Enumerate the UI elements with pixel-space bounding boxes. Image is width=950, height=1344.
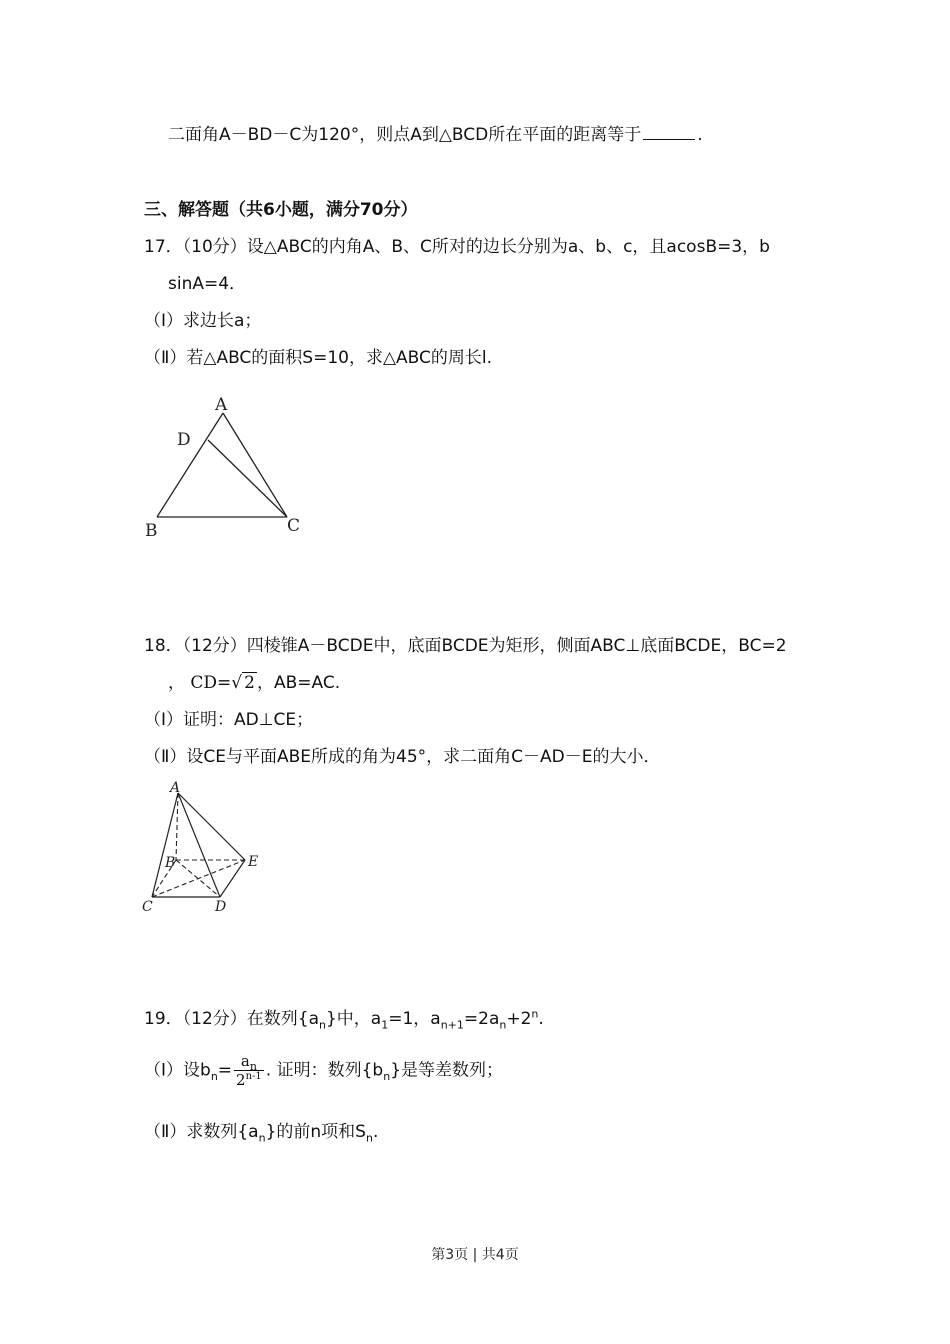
label-a: A [170, 780, 181, 796]
q18-part2: （Ⅱ）设CE与平面ABE所成的角为45°，求二面角C－AD－E的大小． [144, 747, 661, 767]
fraction-denominator: 2$^{n-1}$ [236, 1071, 262, 1089]
label-d: D [177, 430, 191, 450]
q17-part2: （Ⅱ）若△ABC的面积S=10，求△ABC的周长l. [144, 348, 493, 368]
page-footer: 第3页 | 共4页 [431, 1247, 519, 1263]
answer-blank [643, 123, 695, 140]
q17-line1: 17．（10分）设△ABC的内角A、B、C所对的边长分别为a、b、c，且acosB=3，b [144, 237, 770, 257]
q18-pyramid-figure [138, 780, 273, 920]
fraction-an-over-2pow [234, 1052, 264, 1089]
q18-line2 [168, 672, 340, 694]
diag-bd [176, 860, 220, 897]
segment-dc [208, 440, 287, 517]
cd-label: CD= [190, 673, 232, 693]
q19-part2: （Ⅱ）求数列$\{a_n\}$的前n项和$S_n$. [144, 1122, 379, 1145]
sqrt-radicand: 2 [244, 673, 255, 693]
q16-continuation [168, 123, 703, 146]
q16-end: . [697, 125, 703, 145]
edge-de [220, 860, 245, 897]
q19-part1: （Ⅰ）设$b_n=$ $\frac{a_n}{2^{n-1}}$ . 证明：数列$\{b_n\}$是等差数列； [144, 1052, 504, 1089]
label-d: D [215, 899, 227, 915]
q17-triangle-figure [135, 390, 325, 550]
fraction-numerator: $a_n$ [240, 1052, 257, 1073]
label-e: E [248, 854, 259, 870]
q18-line1: 18．（12分）四棱锥A－BCDE中，底面BCDE为矩形，侧面ABC⊥底面BCDE，BC=2 [144, 636, 787, 656]
label-c: C [142, 899, 153, 915]
q17-part1: （Ⅰ）求边长a； [144, 311, 262, 331]
section-title: 三、解答题（共6小题，满分70分） [144, 200, 418, 220]
edge-ac [152, 793, 178, 897]
label-b: B [145, 521, 158, 541]
label-b: B [165, 855, 176, 871]
sqrt-icon: √ [231, 673, 243, 693]
q17-line2: sinA=4． [168, 274, 247, 294]
side-ab [157, 413, 223, 517]
side-ac [223, 413, 287, 517]
edge-ad [178, 793, 220, 897]
q19-line1: 19．（12分）在数列$\{a_n\}$中，$a_1=1$，$a_{n+1}=2a_n+2^n$. [144, 1007, 544, 1032]
q18-line2-suffix: ，AB=AC. [256, 673, 341, 693]
label-c: C [287, 516, 301, 536]
label-a: A [215, 395, 228, 415]
cd-formula [190, 672, 257, 693]
q18-part1: （Ⅰ）证明：AD⊥CE； [144, 710, 314, 730]
q18-line2-prefix: ， [168, 673, 185, 693]
edge-ab [176, 793, 178, 860]
edge-ae [178, 793, 245, 860]
q16-text: 二面角A－BD－C为120°，则点A到△BCD所在平面的距离等于 [168, 125, 642, 145]
